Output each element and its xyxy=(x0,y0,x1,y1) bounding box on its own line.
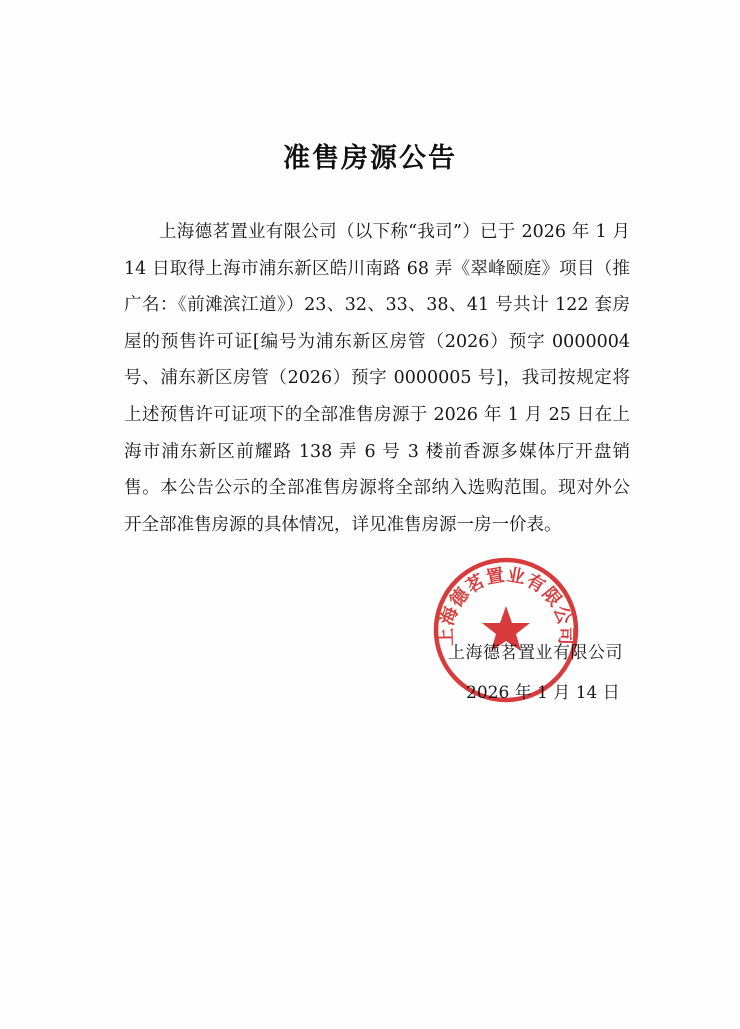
seal-star-icon xyxy=(482,606,530,651)
document-title: 准售房源公告 xyxy=(283,143,457,174)
announcement-body xyxy=(124,214,630,543)
signature-company: 上海德茗置业有限公司 xyxy=(448,643,623,663)
company-seal-stamp xyxy=(432,556,580,704)
seal-text: 上海德茗置业有限公司 xyxy=(435,564,577,647)
announcement-paragraph: 上海德茗置业有限公司（以下称“我司”）已于 2026 年 1 月 14 日取得上海市浦东新区皓川南路 68 弄《翠峰颐庭》项目（推广名：《前滩滨江道》）23、32、33、38、41 号共计 122 套房屋的预售许可证[编号为浦东新区房管（2026）预字 0000004 号、浦东新区房管（2026）预字 0000005 号]，我司按规定将上述预售许可证项下的全部准售房源于 2026 年 1 月 25 日在上海市浦东新区前耀路 138 弄 6 号 3 楼前香源多媒体厅开盘销售。本公告公示的全部准售房源将全部纳入选购范围。现对外公开全部准售房源的具体情况，详见准售房源一房一价表。 xyxy=(124,222,630,535)
signature-date: 2026 年 1 月 14 日 xyxy=(466,683,620,703)
